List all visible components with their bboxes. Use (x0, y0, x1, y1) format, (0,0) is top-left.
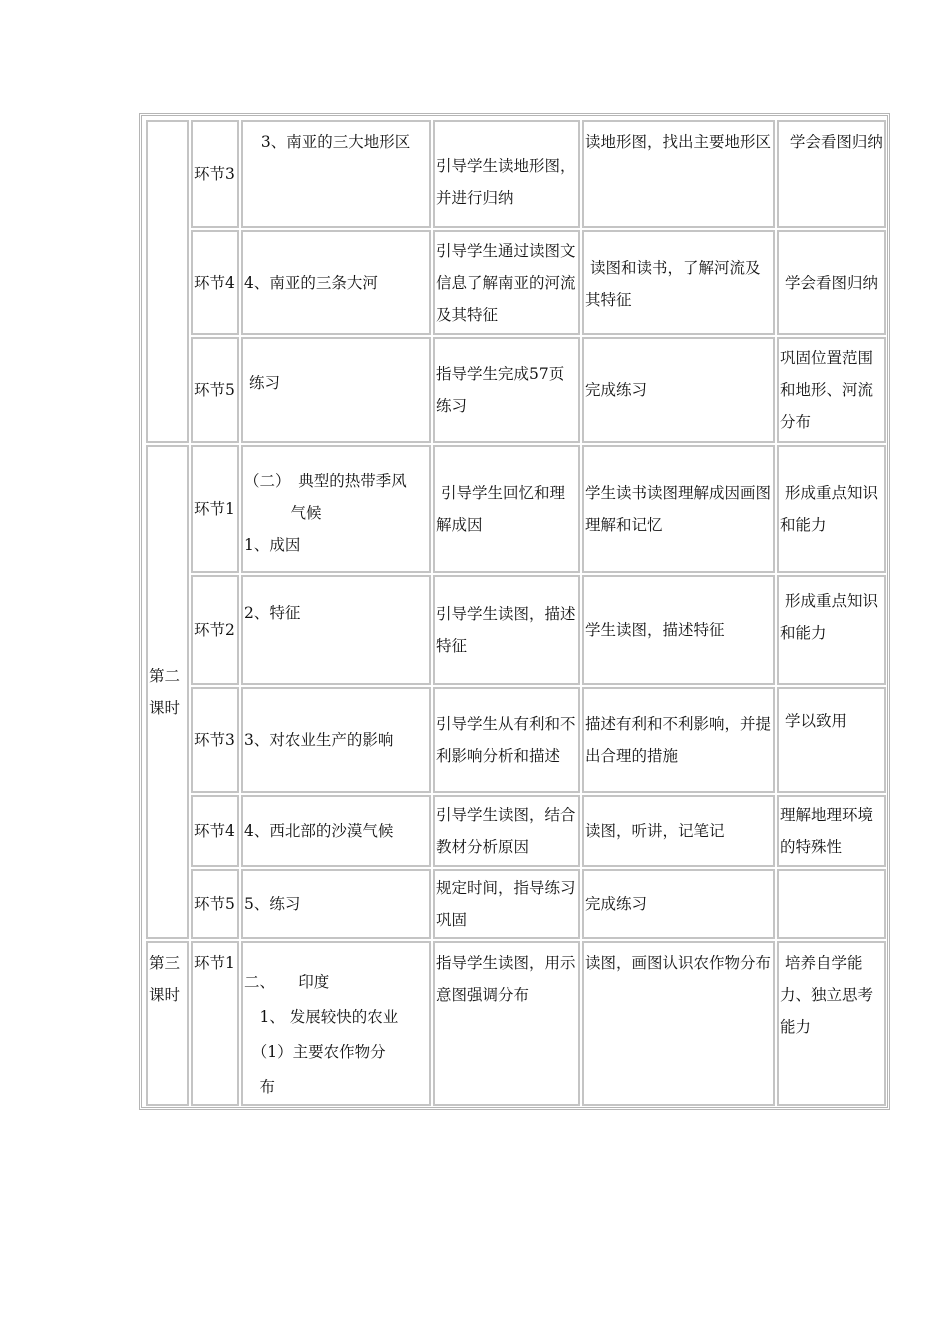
goal-cell (777, 575, 886, 685)
content-cell (241, 230, 431, 335)
content-line: 1、成因 (244, 536, 301, 554)
teacher-cell (433, 337, 580, 443)
teacher-activity: 引导学生读图，描述特征 (436, 605, 576, 655)
step-cell (191, 120, 239, 228)
teacher-cell (433, 445, 580, 573)
step-label: 环节1 (194, 500, 235, 518)
goal-cell (777, 869, 886, 939)
content-line: 气候 (244, 504, 322, 522)
content-text: 5、练习 (244, 895, 301, 913)
student-cell (582, 337, 775, 443)
content-text: 4、南亚的三条大河 (244, 273, 378, 292)
step-cell (191, 687, 239, 793)
goal-cell (777, 445, 886, 573)
step-label: 环节4 (194, 273, 235, 292)
student-cell (582, 941, 775, 1106)
design-goal: 形成重点知识和能力 (780, 592, 878, 642)
design-goal: 形成重点知识和能力 (780, 484, 878, 534)
step-cell (191, 445, 239, 573)
teacher-activity: 指导学生读图，用示意图强调分布 (436, 954, 576, 1004)
step-label: 环节3 (194, 165, 235, 183)
step-cell (191, 337, 239, 443)
teacher-activity: 引导学生从有利和不利影响分析和描述 (436, 715, 576, 765)
teacher-cell (433, 575, 580, 685)
student-activity: 完成练习 (585, 895, 648, 913)
content-text: 3、对农业生产的影响 (244, 731, 394, 749)
teacher-cell (433, 230, 580, 335)
design-goal: 学会看图归纳 (780, 133, 883, 151)
lesson-label: 第三课时 (149, 954, 181, 1004)
lesson-plan-table (139, 113, 890, 1110)
teacher-activity: 引导学生读地形图，并进行归纳 (436, 157, 576, 207)
step-cell (191, 869, 239, 939)
content-text: 3、南亚的三大地形区 (251, 133, 411, 151)
student-cell (582, 687, 775, 793)
content-line: 布 (244, 1078, 276, 1096)
student-activity: 读图，听讲，记笔记 (585, 822, 725, 840)
content-line: （1）主要农作物分 (244, 1043, 386, 1061)
teacher-cell (433, 120, 580, 228)
content-text: 2、特征 (244, 604, 301, 622)
student-activity: 完成练习 (585, 381, 648, 399)
step-label: 环节1 (194, 954, 235, 972)
teacher-activity: 引导学生通过读图文信息了解南亚的河流及其特征 (436, 241, 576, 324)
student-cell (582, 120, 775, 228)
step-label: 环节4 (194, 822, 235, 840)
content-cell (241, 445, 431, 573)
student-activity: 学生读图，描述特征 (585, 621, 725, 639)
teacher-cell (433, 795, 580, 867)
teacher-activity: 规定时间，指导练习巩固 (436, 879, 576, 929)
content-cell (241, 120, 431, 228)
teacher-activity: 引导学生回忆和理解成因 (436, 484, 565, 534)
step-cell (191, 230, 239, 335)
lesson-label-cell (146, 941, 189, 1106)
step-cell (191, 795, 239, 867)
lesson-label: 第二课时 (149, 667, 181, 717)
lesson-label-cell (146, 120, 189, 443)
student-cell (582, 230, 775, 335)
goal-cell (777, 120, 886, 228)
step-cell (191, 575, 239, 685)
goal-cell (777, 230, 886, 335)
student-cell (582, 795, 775, 867)
goal-cell (777, 687, 886, 793)
content-line: 二、 印度 (244, 973, 330, 991)
content-cell (241, 869, 431, 939)
student-cell (582, 575, 775, 685)
content-cell (241, 575, 431, 685)
goal-cell (777, 795, 886, 867)
student-cell (582, 445, 775, 573)
goal-cell (777, 941, 886, 1106)
content-cell (241, 795, 431, 867)
design-goal: 学会看图归纳 (780, 273, 878, 292)
step-label: 环节3 (194, 731, 235, 749)
teacher-cell (433, 869, 580, 939)
goal-cell (777, 337, 886, 443)
step-label: 环节5 (194, 895, 235, 913)
teacher-activity: 指导学生完成57页练习 (436, 365, 565, 415)
design-goal: 培养自学能力、独立思考能力 (780, 954, 874, 1036)
step-label: 环节2 (194, 621, 235, 639)
lesson-label-cell (146, 445, 189, 939)
teacher-activity: 引导学生读图，结合教材分析原因 (436, 806, 576, 856)
design-goal: 学以致用 (780, 712, 847, 730)
student-cell (582, 869, 775, 939)
step-label: 环节5 (194, 381, 235, 399)
student-activity: 描述有利和不利影响，并提出合理的措施 (585, 715, 772, 765)
student-activity: 学生读书读图理解成因画图理解和记忆 (585, 484, 772, 534)
content-line: 1、 发展较快的农业 (244, 1008, 399, 1026)
teacher-cell (433, 941, 580, 1106)
content-cell (241, 941, 431, 1106)
content-line: （二） 典型的热带季风 (244, 472, 407, 490)
design-goal: 巩固位置范围和地形、河流分布 (780, 349, 874, 431)
student-activity: 读地形图，找出主要地形区 (585, 133, 772, 151)
teacher-cell (433, 687, 580, 793)
content-cell (241, 687, 431, 793)
student-activity: 读图和读书，了解河流及其特征 (585, 259, 761, 309)
content-cell (241, 337, 431, 443)
student-activity: 读图，画图认识农作物分布 (585, 954, 772, 972)
design-goal: 理解地理环境的特殊性 (780, 806, 874, 856)
step-cell (191, 941, 239, 1106)
content-text: 4、西北部的沙漠气候 (244, 822, 394, 840)
content-text: 练习 (244, 374, 280, 392)
